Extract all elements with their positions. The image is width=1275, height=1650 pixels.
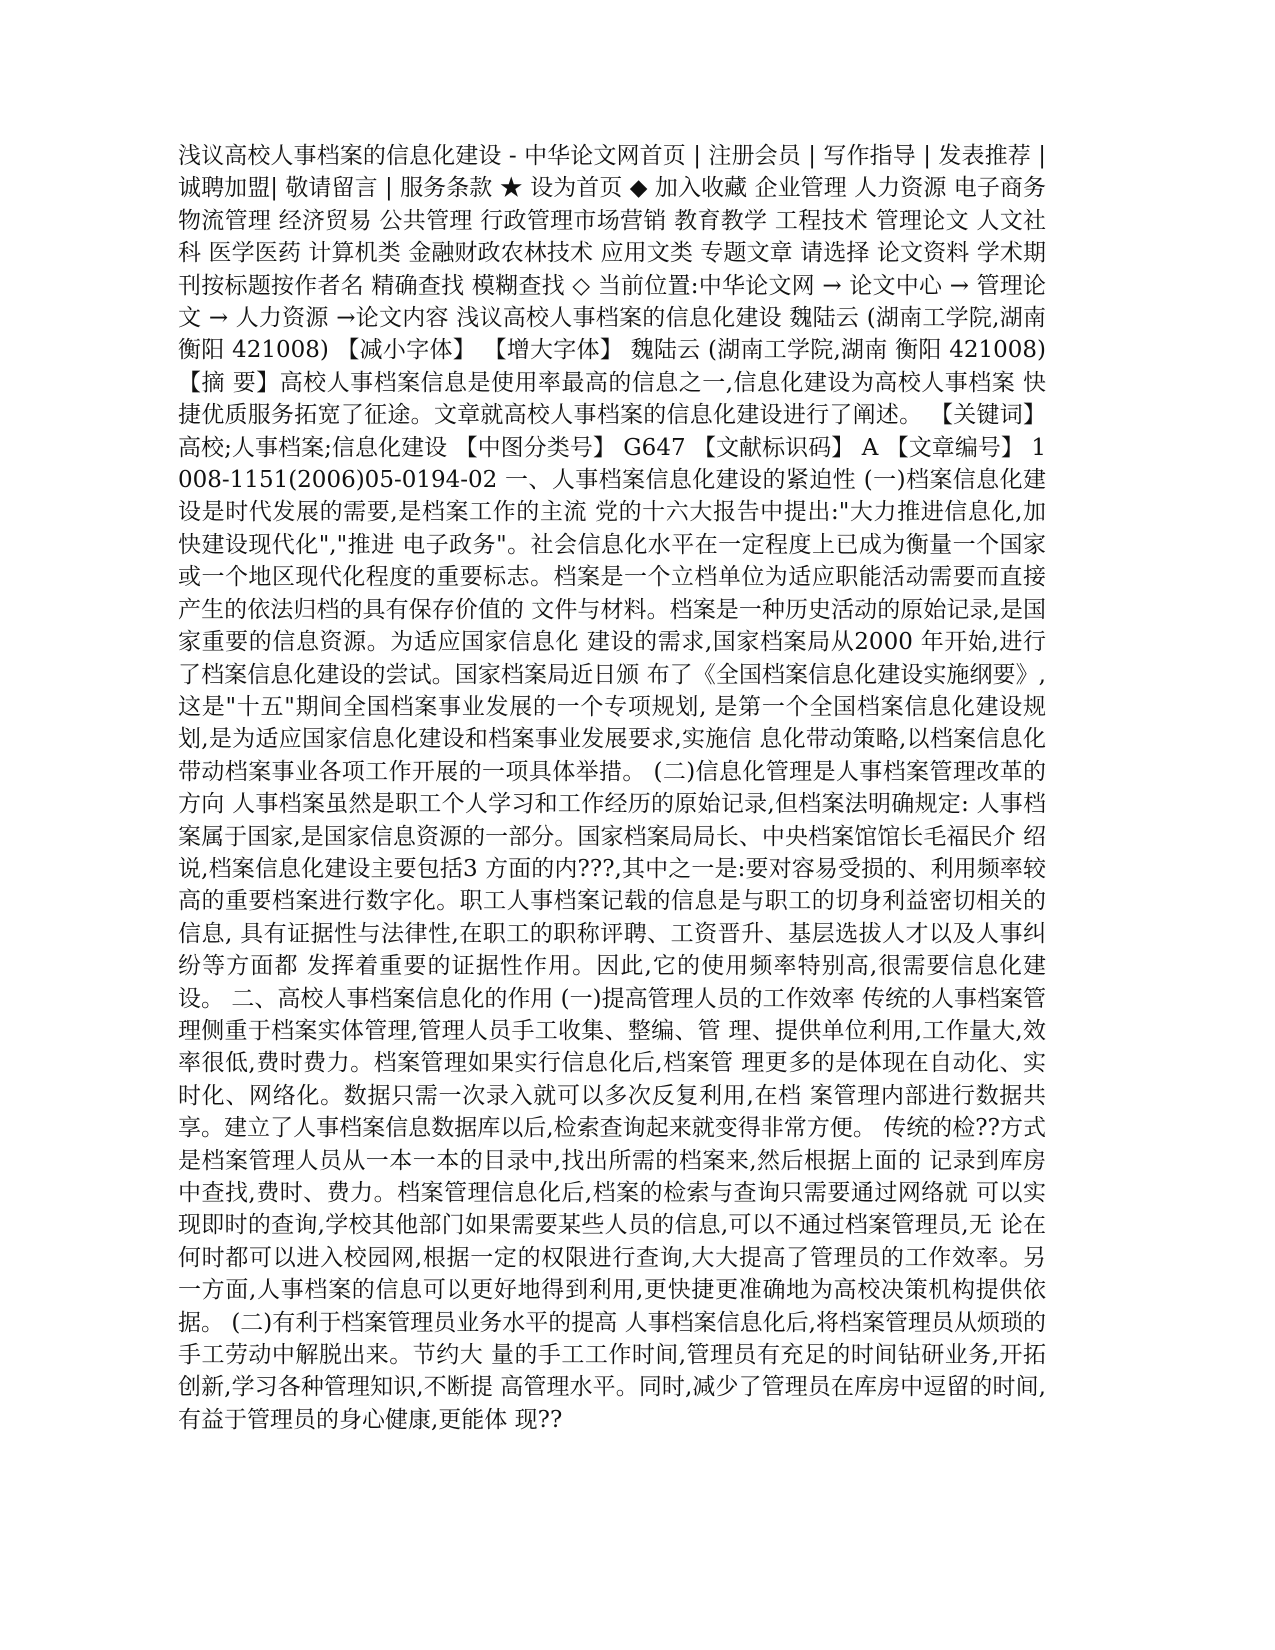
document-body-text: 浅议高校人事档案的信息化建设 - 中华论文网首页 | 注册会员 | 写作指导 | 发表推荐 | 诚聘加盟| 敬请留言 | 服务条款 ★ 设为首页 ◆ 加入收藏 企业管理 人力资源 电子商务 物流管理 经济贸易 公共管理 行政管理市场营销 教育教学 工程技术 管理论文 人文社科 医学医药 计算机类 金融财政农林技术 应用文类 专题文章 请选择 论文资料 学术期刊按标题按作者名 精确查找 模糊查找 ◇ 当前位置:中华论文网 → 论文中心 → 管理论文 → 人力资源 →论文内容 浅议高校人事档案的信息化建设 魏陆云 (湖南工学院,湖南 衡阳 421008) 【减小字体】 【增大字体】 魏陆云 (湖南工学院,湖南 衡阳 421008) 【摘 要】高校人事档案信息是使用率最高的信息之一,信息化建设为高校人事档案 快捷优质服务拓宽了征途。文章就高校人事档案的信息化建设进行了阐述。 【关键词】高校;人事档案;信息化建设 【中图分类号】 G647 【文献标识码】 A 【文章编号】 1008-1151(2006)05-0194-02 一、人事档案信息化建设的紧迫性 (一)档案信息化建设是时代发展的需要,是档案工作的主流 党的十六大报告中提出:"大力推进信息化,加快建设现代化","推进 电子政务"。社会信息化水平在一定程度上已成为衡量一个国家或一个地区现代化程度的重要标志。档案是一个立档单位为适应职能活动需要而直接产生的依法归档的具有保存价值的 文件与材料。档案是一种历史活动的原始记录,是国家重要的信息资源。为适应国家信息化 建设的需求,国家档案局从2000 年开始,进行了档案信息化建设的尝试。国家档案局近日颁 布了《全国档案信息化建设实施纲要》,这是"十五"期间全国档案事业发展的一个专项规划, 是第一个全国档案信息化建设规划,是为适应国家信息化建设和档案事业发展要求,实施信 息化带动策略,以档案信息化带动档案事业各项工作开展的一项具体举措。 (二)信息化管理是人事档案管理改革的方向 人事档案虽然是职工个人学习和工作经历的原始记录,但档案法明确规定: 人事档案属于国家,是国家信息资源的一部分。国家档案局局长、中央档案馆馆长毛福民介 绍说,档案信息化建设主要包括3 方面的内???,其中之一是:要对容易受损的、利用频率较 高的重要档案进行数字化。职工人事档案记载的信息是与职工的切身利益密切相关的信息, 具有证据性与法律性,在职工的职称评聘、工资晋升、基层选拔人才以及人事纠纷等方面都 发挥着重要的证据性作用。因此,它的使用频率特别高,很需要信息化建设。 二、高校人事档案信息化的作用 (一)提高管理人员的工作效率 传统的人事档案管理侧重于档案实体管理,管理人员手工收集、整编、管 理、提供单位利用,工作量大,效率很低,费时费力。档案管理如果实行信息化后,档案管 理更多的是体现在自动化、实时化、网络化。数据只需一次录入就可以多次反复利用,在档 案管理内部进行数据共享。建立了人事档案信息数据库以后,检索查询起来就变得非常方便。 传统的检??方式是档案管理人员从一本一本的目录中,找出所需的档案来,然后根据上面的 记录到库房中查找,费时、费力。档案管理信息化后,档案的检索与查询只需要通过网络就 可以实现即时的查询,学校其他部门如果需要某些人员的信息,可以不通过档案管理员,无 论在何时都可以进入校园网,根据一定的权限进行查询,大大提高了管理员的工作效率。另 一方面,人事档案的信息可以更好地得到利用,更快捷更准确地为高校决策机构提供依据。 (二)有利于档案管理员业务水平的提高 人事档案信息化后,将档案管理员从烦琐的手工劳动中解脱出来。节约大 量的手工工作时间,管理员有充足的时间钻研业务,开拓创新,学习各种管理知识,不断提 高管理水平。同时,减少了管理员在库房中逗留的时间,有益于管理员的身心健康,更能体 现?? — [178, 143, 1046, 1433]
document-page — [178, 140, 1046, 1450]
